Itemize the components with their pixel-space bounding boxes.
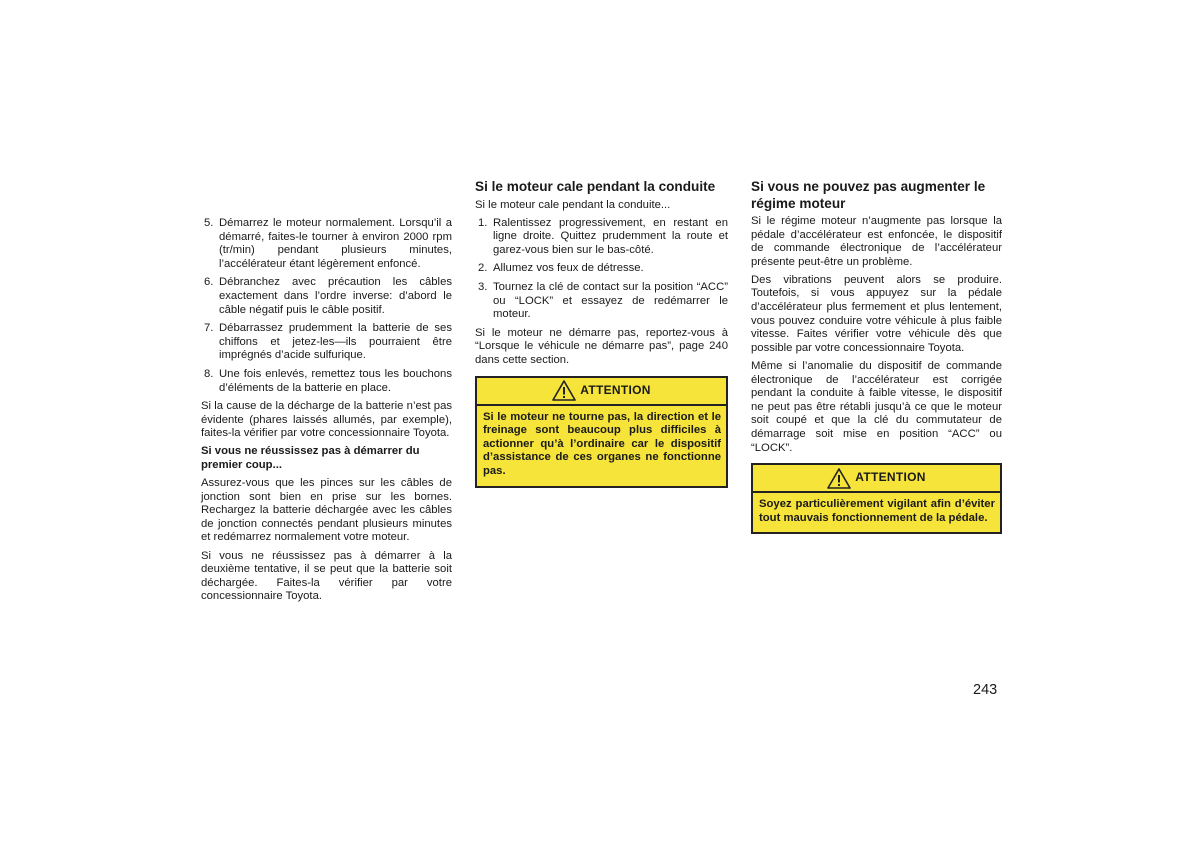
subheading-first-attempt: Si vous ne réussissez pas à démarrer du premier coup... — [201, 445, 420, 471]
paragraph-reference: Si le moteur ne démarre pas, reportez-vous à “Lorsque le véhicule ne démarre pas”, page 240 dans cette section. — [475, 326, 728, 366]
paragraph-throttle-problem: Si le régime moteur n’augmente pas lorsque la pédale d’accélérateur est enfoncée, le dispositif de commande électronique de l’accélérateur présente peut-être un problème. — [751, 215, 1002, 268]
step-text: Tournez la clé de contact sur la position “ACC” ou “LOCK” et essayez de redémarrer le moteur. — [493, 280, 728, 321]
section-heading-engine-speed: Si vous ne pouvez pas augmenter le régime moteur — [751, 179, 986, 211]
step-text: Ralentissez progressivement, en restant en ligne droite. Quittez prudemment la route et garez-vous bien sur le bas-côté. — [493, 216, 728, 256]
step-number: 5. — [204, 217, 214, 229]
paragraph-intro: Si le moteur cale pendant la conduite... — [475, 198, 671, 211]
paragraph-second-attempt: Si vous ne réussissez pas à démarrer à la deuxième tentative, il se peut que la batterie soit déchargée. Faites-la vérifier par votre concessionnaire Toyota. — [201, 549, 452, 603]
list-item — [475, 281, 728, 322]
paragraph-reset: Même si l’anomalie du dispositif de commande électronique de l’accélérateur est corrigée pendant la conduite à faible vitesse, le dispositif ne peut pas être rétabli jusqu’à ce que le moteur soit coupé et que la clé du commutateur de démarrage soit mise en position “ACC” ou “LOCK”. — [751, 359, 1002, 454]
warning-header — [477, 378, 726, 406]
paragraph-clamps: Assurez-vous que les pinces sur les câbles de jonction sont bien en prise sur les bornes. Rechargez la batterie déchargée avec les câbles de jonction connectés pendant plusieurs minutes et redémarrez normalement votre moteur. — [201, 477, 452, 544]
steps-list — [475, 217, 728, 322]
list-item — [201, 276, 452, 317]
step-number: 3. — [478, 280, 488, 293]
paragraph-battery-cause: Si la cause de la décharge de la batterie n’est pas évidente (phares laissés allumés, par exemple), faites-la vérifier par votre concessionnaire Toyota. — [201, 400, 452, 440]
warning-box — [751, 463, 1002, 534]
steps-list-continued — [201, 217, 452, 395]
step-number: 7. — [204, 322, 214, 335]
warning-title: ATTENTION — [855, 470, 926, 485]
page-number: 243 — [973, 682, 998, 698]
warning-text: Si le moteur ne tourne pas, la direction et le freinage sont beaucoup plus difficiles à actionner qu’à l’ordinaire car le dispositif d’assistance de ces organes ne fonctionne pas. — [483, 410, 721, 477]
step-number: 1. — [478, 216, 488, 229]
list-item — [475, 262, 728, 276]
warning-box — [475, 376, 728, 488]
list-item — [475, 217, 728, 258]
left-column — [201, 217, 452, 608]
list-item — [201, 368, 452, 395]
right-column — [751, 179, 1002, 534]
warning-title: ATTENTION — [580, 382, 651, 397]
step-text: Débranchez avec précaution les câbles exactement dans l’ordre inverse: d’abord le câble négatif puis le câble positif. — [219, 276, 452, 316]
list-item — [201, 322, 452, 363]
warning-triangle-icon — [827, 468, 851, 489]
step-number: 8. — [204, 367, 214, 380]
warning-triangle-icon — [552, 380, 576, 401]
paragraph-vibrations: Des vibrations peuvent alors se produire. Toutefois, si vous appuyez sur la pédale d’accélérateur plus fermement et plus lentement, vous pouvez conduire votre véhicule à plus faible vitesse. Faites vérifier votre véhicule dès que possible par votre concessionnaire Toyota. — [751, 273, 1002, 354]
middle-column — [475, 179, 728, 488]
step-text: Une fois enlevés, remettez tous les bouchons d’éléments de la batterie en place. — [219, 367, 452, 394]
step-text: Démarrez le moteur normalement. Lorsqu’il a démarré, faites-le tourner à environ 2000 rpm (tr/min) pendant plusieurs minutes, l’accélérateur étant légèrement enfoncé. — [219, 217, 452, 270]
warning-text: Soyez particulièrement vigilant afin d’éviter tout mauvais fonctionnement de la pédale. — [759, 498, 995, 524]
step-number: 6. — [204, 276, 214, 289]
step-text: Allumez vos feux de détresse. — [493, 262, 644, 275]
step-number: 2. — [478, 262, 488, 275]
step-text: Débarrassez prudemment la batterie de ses chiffons et jetez-les—ils pourraient être imprégnés d’acide sulfurique. — [219, 322, 452, 362]
list-item — [201, 217, 452, 271]
section-heading-engine-stall: Si le moteur cale pendant la conduite — [475, 179, 716, 194]
warning-header — [753, 465, 1000, 493]
